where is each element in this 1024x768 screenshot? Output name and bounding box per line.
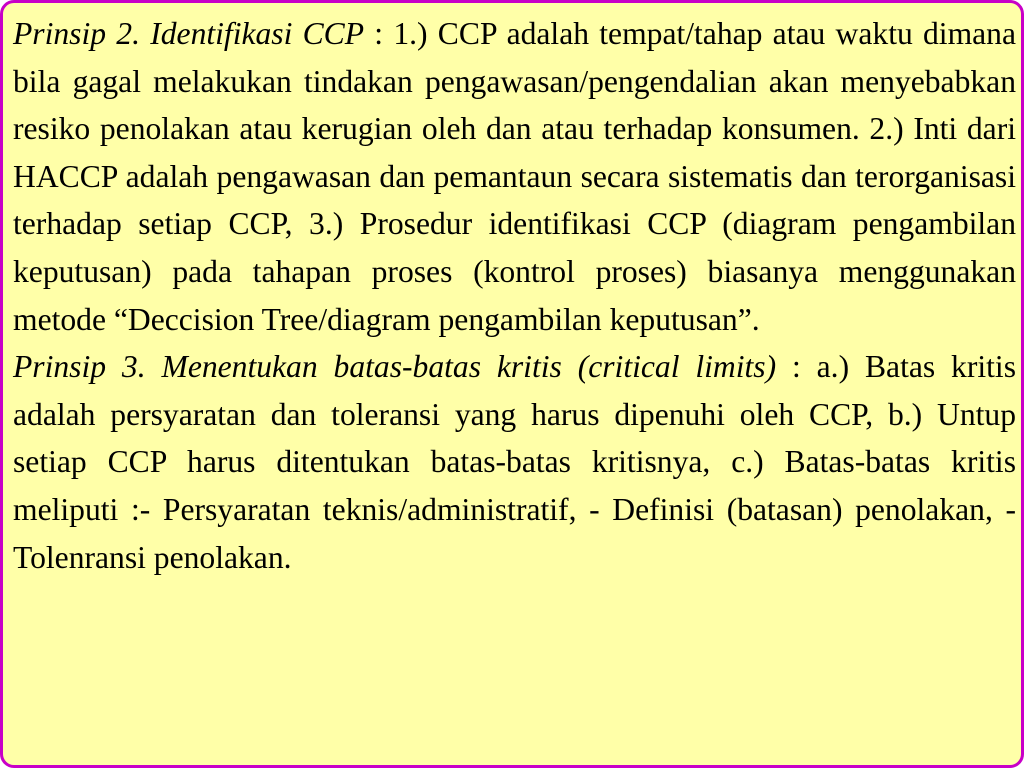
paragraph-body-prinsip-3: : a.) Batas kritis adalah persyaratan dan toleransi yang harus dipenuhi oleh CCP, b.) Untup setiap CCP harus ditentukan batas-batas kritisnya, c.) Batas-batas kritis meliputi :- Persyaratan teknis/administratif, - Definisi (batasan) penolakan, - Tolenransi penolakan. — [13, 349, 1017, 575]
paragraph-heading-prinsip-2: Prinsip 2. Identifikasi CCP — [13, 16, 365, 51]
paragraph-prinsip-2 — [13, 10, 1016, 343]
paragraph-body-prinsip-2: : 1.) CCP adalah tempat/tahap atau waktu dimana bila gagal melakukan tindakan pengawasan/pengendalian akan menyebabkan resiko penolakan atau kerugian oleh dan atau terhadap konsumen. 2.) Inti dari HACCP adalah pengawasan dan pemantaun secara sistematis dan terorganisasi terhadap setiap CCP, 3.) Prosedur identifikasi CCP (diagram pengambilan keputusan) pada tahapan proses (kontrol proses) biasanya menggunakan metode “Deccision Tree/diagram pengambilan keputusan”. — [13, 16, 1017, 337]
slide-body-text — [13, 10, 1016, 581]
paragraph-heading-prinsip-3: Prinsip 3. Menentukan batas-batas kritis (critical limits) — [13, 349, 777, 385]
paragraph-prinsip-3 — [13, 343, 1016, 581]
